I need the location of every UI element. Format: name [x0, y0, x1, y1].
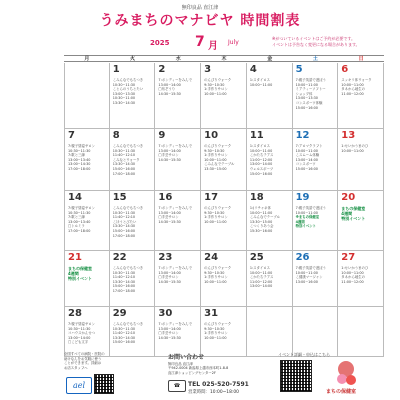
event-line: 10:00~11:00: [295, 270, 318, 275]
event-line: 15:00~16:00: [112, 340, 136, 345]
hospital-info: [64, 352, 164, 370]
calendar-day-cell: [247, 307, 293, 357]
calendar-day-cell: [293, 63, 339, 129]
event-line: 7:歌と三線: [68, 153, 85, 158]
event-line: 7:親子英語で遊ぼう: [295, 206, 326, 210]
event-line: こみんなでもちつき: [112, 322, 144, 326]
event-line: □トルミラ: [68, 224, 85, 229]
event-list: [341, 78, 381, 96]
event-line: 4週間: [341, 211, 353, 216]
event-line: 14:30~15:30: [158, 157, 181, 162]
day-number: 15: [112, 192, 127, 203]
event-list: [296, 206, 336, 229]
event-list: [68, 144, 107, 172]
event-line: タネから地生の: [341, 275, 366, 280]
calendar-day-cell: [110, 129, 156, 191]
event-line: 10:30~11:30: [112, 82, 136, 87]
event-line: □手芸サロン: [158, 275, 179, 280]
contact-line: 〒942-0004 新潟県上越市西本町1-8-8: [168, 366, 229, 371]
event-line: コンスポーツ: [295, 162, 316, 167]
day-number: 5: [295, 64, 303, 75]
event-line: □手芸サロン: [158, 331, 179, 336]
event-line: 14:30~15:30: [158, 279, 181, 284]
event-line: 10:00~11:00: [204, 219, 227, 224]
event-line: 13:30~14:30: [112, 100, 136, 105]
event-list: [204, 144, 244, 172]
event-list: [296, 78, 336, 110]
event-line: 1:手作りサロン: [204, 275, 228, 280]
day-number: 1: [112, 64, 120, 75]
day-number: 23: [158, 252, 173, 263]
event-line: 17:00~18:00: [112, 288, 136, 293]
weekday-header: 土: [293, 55, 339, 62]
event-line: 13:00~14:00: [158, 148, 181, 153]
event-list: [158, 144, 198, 162]
weekday-header: 火: [110, 55, 156, 62]
calendar-day-cell: [247, 63, 293, 129]
event-line: 13:30~15:00: [204, 166, 227, 171]
event-line: 4週間: [68, 271, 79, 276]
event-line: こほうとびたい: [112, 219, 137, 224]
event-line: 11:00~12:00: [249, 279, 273, 284]
phone-icon: ☎: [168, 380, 186, 392]
event-line: 10:30~11:30: [112, 148, 136, 153]
event-list: [204, 322, 244, 340]
event-line: 特別イベント: [295, 224, 316, 229]
event-line: のんびりウォーク: [204, 206, 232, 210]
event-list: [113, 144, 153, 176]
calendar-day-cell: [201, 307, 247, 357]
event-line: 7:歌と三線: [68, 215, 85, 220]
day-number: 13: [341, 130, 356, 141]
contact-line: 無印良品 直江津: [168, 362, 193, 366]
event-line: こみんなでもちつき: [112, 78, 144, 82]
event-line: 15:00~16:00: [112, 228, 136, 233]
note-line: イベントは予告なく変更になる場合があります。: [272, 41, 360, 47]
day-number: 24: [204, 252, 219, 263]
event-line: こみんなでもちつき: [112, 144, 144, 148]
event-line: 7:アロマクラフト: [295, 144, 323, 148]
calendar-day-cell: [64, 63, 110, 129]
day-number: 11: [249, 130, 264, 141]
calendar-day-cell: [293, 129, 339, 191]
event-line: 15:30~16:00: [249, 228, 273, 233]
weekday-header: 日: [338, 55, 384, 62]
event-line: 13:00~16:00: [295, 279, 318, 284]
event-line: こみんなでテーブル: [204, 162, 235, 167]
event-line: 11:40~12:10: [112, 331, 136, 336]
event-line: 7:ボンディーをみんで: [158, 78, 192, 82]
event-label: イベント詳細・申込はこちら: [278, 352, 330, 357]
day-number: 14: [68, 192, 82, 203]
calendar-day-cell: [201, 129, 247, 191]
event-line: のんびりウォーク: [204, 266, 232, 270]
event-line: 7:ボンディーをみんで: [158, 206, 192, 210]
calendar-day-cell: [338, 63, 384, 129]
event-line: こみんなでもちつき: [112, 206, 144, 210]
event-line: 13:30~14:30: [112, 224, 136, 229]
footer-event: [274, 352, 384, 396]
event-line: こつくりあう会: [249, 224, 274, 229]
event-line: 10:00~11:00: [341, 270, 364, 275]
event-line: 特別イベント: [341, 216, 366, 221]
event-line: 9:30~10:30: [204, 326, 225, 331]
day-number: 20: [341, 192, 356, 203]
event-list: [250, 144, 290, 176]
calendar-day-cell: [110, 191, 156, 251]
day-number: 12: [295, 130, 310, 141]
day-number: 31: [204, 308, 219, 319]
event-line: □こども文字: [68, 340, 89, 345]
event-list: [341, 144, 381, 153]
event-line: 10:30~11:30: [112, 326, 136, 331]
event-line: 1:手作りサロン: [204, 153, 228, 158]
event-line: こみんなでもちつき: [112, 266, 144, 270]
weekday-header: 金: [247, 55, 293, 62]
event-list: [158, 78, 198, 96]
event-line: こみなとウォーク: [112, 157, 140, 162]
day-number: 30: [158, 308, 173, 319]
event-line: 7:親子昼寝サロン: [68, 206, 96, 210]
contact-address: [168, 362, 270, 375]
event-line: 9:30~10:30: [204, 210, 225, 215]
event-line: 10:00~11:00: [341, 148, 364, 153]
event-list: [204, 266, 244, 284]
qr-code-right[interactable]: [280, 360, 312, 392]
event-line: 11:00~12:00: [341, 279, 364, 284]
event-line: 15:00~16:00: [112, 166, 136, 171]
ael-logo: ael: [66, 377, 92, 394]
footer-contact: [166, 352, 272, 396]
calendar-day-cell: [201, 191, 247, 251]
event-list: [113, 206, 153, 238]
weekday-header: 木: [201, 55, 247, 62]
event-line: 17:00~18:00: [68, 228, 91, 233]
calendar-day-cell: [64, 307, 110, 357]
event-list: [113, 322, 153, 345]
event-line: 13:00~14:00: [158, 210, 181, 215]
event-line: 13:30~14:30: [112, 279, 136, 284]
event-line: 13:30~14:30: [112, 162, 136, 167]
event-line: ショップ体: [295, 91, 313, 96]
event-line: □布ぞうり: [158, 87, 176, 92]
event-line: 13:00~14:00: [158, 326, 181, 331]
event-line: 10:00~11:00: [341, 82, 364, 87]
calendar-day-cell: [110, 63, 156, 129]
qr-code-left[interactable]: [94, 374, 114, 394]
event-line: こかたちテアス: [249, 153, 274, 158]
day-number: 19: [295, 192, 310, 203]
clinic-logo-icon: [334, 359, 358, 387]
event-line: 13:00~14:00: [295, 157, 318, 162]
event-line: 13:30~15:00: [249, 219, 273, 224]
event-line: 13:00~13:30: [295, 96, 318, 101]
calendar-day-cell: [64, 251, 110, 307]
event-line: 11:00~12:00: [341, 91, 364, 96]
event-line: 11:40~12:10: [112, 275, 136, 280]
day-number: 18: [249, 192, 264, 203]
calendar-day-cell: [201, 63, 247, 129]
calendar-day-cell: [247, 191, 293, 251]
event-line: 13:30~14:30: [112, 335, 136, 340]
day-number: 16: [158, 192, 173, 203]
weekday-header: 水: [155, 55, 201, 62]
event-line: 7:親子昼寝サロン: [68, 144, 96, 148]
event-line: 1:スタイロス: [249, 78, 271, 82]
business-hours: 営業時間：10:00~18:00: [188, 390, 239, 395]
event-line: 10:30~11:30: [68, 326, 91, 331]
event-line: 15:00~16:00: [249, 171, 273, 176]
calendar-day-cell: [110, 251, 156, 307]
event-line: 10:30~11:30: [68, 210, 91, 215]
event-line: コハウスかんせつ: [68, 331, 96, 336]
calendar-day-cell: [201, 251, 247, 307]
calendar-day-cell: [155, 251, 201, 307]
day-number: 29: [112, 308, 127, 319]
event-line: こ健康マージャン: [295, 275, 323, 280]
event-list: [250, 78, 290, 87]
event-line: 10:30~11:30: [112, 210, 136, 215]
calendar-day-cell: [247, 129, 293, 191]
event-line: □手芸サロン: [158, 153, 179, 158]
event-line: 1:スタイロス: [249, 266, 271, 270]
event-list: [341, 266, 381, 284]
event-line: 14:30~15:30: [158, 335, 181, 340]
calendar-day-cell: [293, 251, 339, 307]
event-line: 15:00~16:00: [295, 166, 318, 171]
day-number: 17: [204, 192, 219, 203]
event-line: タネから地生の: [341, 87, 366, 92]
day-number: 25: [249, 252, 264, 263]
event-line: 10:00~11:00: [249, 210, 273, 215]
event-line: こスムーム体験: [295, 153, 320, 158]
event-line: 17:00~18:00: [112, 233, 136, 238]
calendar-day-cell: [155, 129, 201, 191]
event-line: 10:00~11:00: [295, 82, 318, 87]
month-english: July: [228, 39, 239, 46]
event-line: 4週間: [295, 219, 305, 224]
event-line: のんびりウォーク: [204, 322, 232, 326]
event-list: [68, 266, 107, 281]
event-line: 7:ボンディーをみんで: [158, 322, 192, 326]
info-line: お店スタッフへ: [64, 365, 88, 370]
event-list: [158, 266, 198, 284]
event-list: [68, 322, 107, 345]
event-line: こみんなでテーブル: [249, 215, 281, 220]
phone-number[interactable]: TEL 025-520-7591: [188, 381, 249, 388]
calendar-day-cell: [338, 191, 384, 251]
event-line: 13:00~14:00: [249, 284, 273, 289]
reservation-note: [272, 36, 390, 47]
day-number: 2: [158, 64, 166, 75]
event-line: 11:40~12:10: [112, 153, 136, 158]
event-line: 10:30~11:30: [112, 270, 136, 275]
calendar-day-cell: [293, 191, 339, 251]
month-line: [150, 34, 260, 52]
event-line: 10:00~11:00: [204, 157, 227, 162]
event-line: 13:00~14:00: [158, 270, 181, 275]
note-line: ※がついているイベントはご予約が必要です。: [272, 36, 356, 41]
day-number: 7: [68, 130, 75, 141]
day-number: 26: [295, 252, 310, 263]
event-line: 1:手作りサロン: [204, 215, 228, 220]
day-number: 28: [68, 308, 82, 319]
calendar-day-cell: [155, 307, 201, 357]
event-line: 11:40~12:10: [112, 215, 136, 220]
event-line: コンスポーツ体験: [295, 100, 323, 105]
event-line: 7:ボンディーをみんで: [158, 266, 192, 270]
event-line: 10:00~11:00: [249, 148, 273, 153]
event-line: 13:00~14:00: [68, 335, 91, 340]
event-line: 1:手作りサロン: [204, 87, 228, 92]
day-number: 6: [341, 64, 349, 75]
event-line: ※まちの保健室: [295, 215, 320, 220]
event-line: 13:00~13:40: [68, 157, 91, 162]
event-list: [204, 206, 244, 224]
event-line: 13:00~13:30: [112, 91, 136, 96]
event-line: スッキリ体ウォーク: [341, 78, 372, 82]
event-line: 特別イベント: [68, 276, 92, 281]
event-line: のんびりウォーク: [204, 144, 232, 148]
event-list: [341, 206, 381, 221]
weekday-header: 月: [64, 55, 110, 62]
event-line: 7:ボンディーをみんで: [158, 144, 192, 148]
event-line: 10:00~11:00: [204, 279, 227, 284]
event-line: こかたちテアス: [249, 275, 274, 280]
brand-line: 無印良品 直江津: [181, 5, 219, 11]
event-line: □手芸サロン: [158, 215, 179, 220]
day-number: 4: [249, 64, 257, 75]
contact-line: 直江津ショッピングセンター2F: [168, 370, 216, 375]
event-list: [296, 144, 336, 172]
event-line: ウェルスポーツ: [249, 166, 274, 171]
calendar-day-cell: [64, 129, 110, 191]
event-list: [250, 266, 290, 289]
event-line: 13:00~13:40: [68, 219, 91, 224]
event-line: 14:30~15:30: [158, 219, 181, 224]
event-line: 1:Jリチャネ体: [249, 206, 271, 210]
calendar-day-cell: [293, 307, 339, 357]
month-kanji: 月: [208, 41, 218, 52]
event-line: 15:00~16:00: [295, 105, 318, 110]
event-list: [158, 322, 198, 340]
calendar-day-cell: [64, 191, 110, 251]
event-line: 9:30~10:30: [204, 270, 225, 275]
contact-title: お問い合わせ: [168, 354, 205, 361]
year-label: 2025: [150, 39, 170, 47]
event-line: ミアティーソフトー: [295, 87, 326, 92]
event-line: 7:親子昼寝サロン: [68, 322, 96, 326]
event-line: 9:30~10:30: [204, 148, 225, 153]
calendar-day-cell: [338, 251, 384, 307]
day-number: 21: [68, 252, 82, 263]
calendar-day-cell: [110, 307, 156, 357]
clinic-name: まちの保健室: [326, 389, 357, 395]
event-line: 7:親子英語で遊ぼう: [295, 78, 326, 82]
event-line: 9:30~10:30: [204, 82, 225, 87]
event-line: 11:00~12:00: [249, 157, 273, 162]
event-list: [158, 206, 198, 224]
event-line: 13:00~14:00: [249, 162, 273, 167]
event-line: 10:00~11:00: [295, 148, 318, 153]
event-list: [68, 206, 107, 234]
event-line: 7:親子英語で遊ぼう: [295, 266, 326, 270]
info-line: ことができます。詳細は: [64, 361, 102, 366]
calendar-day-cell: [247, 251, 293, 307]
info-line: 助けなんをお気軽に使う: [64, 356, 102, 361]
event-line: のんびりウォーク: [204, 78, 232, 82]
day-number: 8: [112, 130, 120, 141]
event-line: 1:手作りサロン: [204, 331, 228, 336]
event-line: 14:30~15:30: [158, 91, 181, 96]
day-number: 3: [204, 64, 212, 75]
calendar-day-cell: [155, 191, 201, 251]
event-line: 1:せいかうまのひ: [341, 266, 369, 270]
event-line: 10:00~11:00: [249, 270, 273, 275]
footer-left: [64, 352, 164, 396]
event-line: 10:30~11:30: [68, 148, 91, 153]
event-line: 10:00~11:00: [295, 210, 318, 215]
calendar-day-cell: [338, 307, 384, 357]
day-number: 27: [341, 252, 356, 263]
event-line: 13:00~14:00: [158, 82, 181, 87]
event-list: [296, 266, 336, 284]
event-list: [113, 78, 153, 106]
day-number: 22: [112, 252, 127, 263]
page-title: うみまちのマナビヤ 時間割表: [99, 13, 301, 29]
event-line: 1:せいかうまのひ: [341, 144, 369, 148]
event-line: 10:00~11:00: [249, 82, 273, 87]
event-line: 1:スタイロス: [249, 144, 271, 148]
event-line: ことらのうちとたい: [112, 87, 144, 92]
event-line: 17:00~18:00: [112, 171, 136, 176]
day-number: 9: [158, 130, 166, 141]
info-line: 全国すべての病院・医院の: [64, 352, 105, 356]
event-line: 10:30~11:00: [112, 96, 136, 101]
event-line: 10:00~11:00: [204, 335, 227, 340]
event-line: まちの保健室: [341, 206, 366, 211]
month-number: 7: [195, 34, 205, 50]
calendar-day-cell: [338, 129, 384, 191]
day-number: 10: [204, 130, 219, 141]
calendar-day-cell: [155, 63, 201, 129]
event-line: まちの保健室: [68, 266, 92, 271]
event-list: [113, 266, 153, 294]
event-line: 17:00~18:00: [68, 166, 91, 171]
event-list: [250, 206, 290, 234]
event-list: [204, 78, 244, 96]
event-line: 10:00~11:00: [204, 91, 227, 96]
event-line: 13:00~14:30: [68, 162, 91, 167]
event-line: 15:00~16:00: [112, 284, 136, 289]
